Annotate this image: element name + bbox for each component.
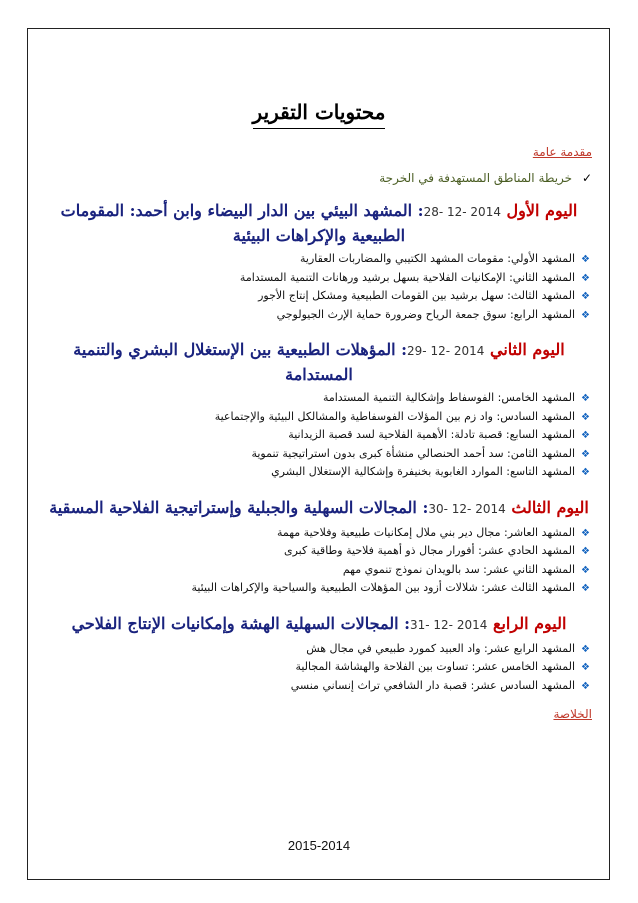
day-heading — [38, 496, 600, 521]
day-section — [38, 199, 600, 324]
day-date: 28- 12- 2014 — [423, 205, 501, 219]
day-label: اليوم الرابع — [492, 613, 567, 633]
scene-item[interactable] — [38, 677, 590, 696]
diamond-bullet-icon: ❖ — [581, 467, 590, 478]
scene-item[interactable] — [38, 640, 590, 659]
map-item-label: خريطة المناطق المستهدفة في الخرجة — [379, 171, 573, 185]
intro-link[interactable]: مقدمة عامة — [532, 145, 592, 159]
scene-item[interactable] — [38, 658, 590, 677]
diamond-bullet-icon: ❖ — [581, 662, 590, 673]
report-contents — [38, 60, 600, 721]
scene-text: المشهد السادس عشر: قصبة دار الشافعي تراث إنساني منسي — [290, 678, 576, 692]
day-label: اليوم الثاني — [489, 340, 565, 359]
day-section — [38, 338, 600, 482]
footer-years: 2015-2014 — [287, 838, 351, 853]
scene-item[interactable] — [38, 389, 590, 408]
day-heading — [38, 338, 600, 386]
scene-item[interactable] — [38, 250, 590, 269]
diamond-bullet-icon: ❖ — [581, 680, 590, 692]
scene-item[interactable] — [38, 287, 590, 306]
diamond-bullet-icon: ❖ — [581, 309, 590, 321]
scene-item[interactable] — [38, 408, 590, 427]
diamond-bullet-icon: ❖ — [581, 254, 590, 265]
scene-item[interactable] — [38, 306, 590, 325]
page-title: محتويات التقرير — [252, 100, 386, 124]
scene-text: المشهد العاشر: مجال دير بني ملال إمكانيات طبيعية وفلاحية مهمة — [276, 525, 576, 539]
day-subject: : المجالات السهلية الهشة وإمكانيات الإنتاج الفلاحي — [71, 613, 410, 633]
scene-text: المشهد الخامس: الفوسفاط وإشكالية التنمية المستدامة — [322, 391, 576, 404]
day-section — [38, 496, 600, 598]
title-underline — [253, 128, 385, 129]
scene-item[interactable] — [38, 463, 590, 482]
day-heading — [38, 612, 600, 637]
day-date: 31- 12- 2014 — [410, 617, 488, 632]
diamond-bullet-icon: ❖ — [581, 291, 590, 302]
day-heading — [38, 199, 600, 247]
scene-item[interactable] — [38, 269, 590, 288]
diamond-bullet-icon: ❖ — [581, 411, 590, 423]
scene-text: المشهد الرابع عشر: واد العبيد كمورد طبيعي في مجال هش — [306, 641, 576, 655]
scene-text: المشهد الحادي عشر: أفورار مجال ذو أهمية فلاحية وطاقية كبرى — [283, 544, 576, 557]
scene-list — [38, 250, 600, 324]
days-list — [38, 199, 600, 695]
diamond-bullet-icon: ❖ — [581, 527, 590, 539]
scene-text: المشهد الثاني: الإمكانيات الفلاحية بسهل برشيد ورهانات التنمية المستدامة — [239, 270, 576, 284]
map-item[interactable] — [38, 171, 592, 185]
scene-text: المشهد الثالث عشر: شلالات أزود بين المؤهلات الطبيعية والسياحية والإكراهات البيئية — [191, 581, 576, 594]
conclusion-link[interactable]: الخلاصة — [553, 707, 592, 721]
scene-text: المشهد الثاني عشر: سد بالويدان نموذج تنموي مهم — [342, 562, 576, 576]
diamond-bullet-icon: ❖ — [581, 448, 590, 460]
scene-text: المشهد الرابع: سوق جمعة الرياح وضرورة حماية الإرث الجيولوجي — [276, 307, 576, 321]
scene-text: المشهد الخامس عشر: تساوت بين الفلاحة والهشاشة المجالية — [295, 660, 576, 673]
day-section — [38, 612, 600, 696]
scene-text: المشهد الثامن: سد أحمد الحنصالي منشأة كبرى بدون استراتيجية تنموية — [251, 446, 576, 460]
diamond-bullet-icon: ❖ — [581, 430, 590, 441]
scene-item[interactable] — [38, 426, 590, 445]
diamond-bullet-icon: ❖ — [581, 393, 590, 404]
day-subject: : المشهد البيئي بين الدار البيضاء وابن أحمد: المقومات الطبيعية والإكراهات البيئية — [60, 201, 424, 245]
scene-text: المشهد الأولي: مقومات المشهد الكتيبي والمضاربات العقارية — [300, 252, 576, 265]
diamond-bullet-icon: ❖ — [581, 564, 590, 576]
day-subject: : المؤهلات الطبيعية بين الإستغلال البشري والتنمية المستدامة — [73, 340, 408, 384]
day-date: 29- 12- 2014 — [407, 344, 485, 358]
day-label: اليوم الثالث — [511, 497, 589, 517]
scene-text: المشهد الثالث: سهل برشيد بين القومات الطبيعية ومشكل إنتاج الأجور — [258, 289, 576, 302]
diamond-bullet-icon: ❖ — [581, 583, 590, 594]
scene-text: المشهد التاسع: الموارد الغابوية بخنيفرة وإشكالية الإستغلال البشري — [271, 465, 576, 478]
scene-item[interactable] — [38, 561, 590, 580]
scene-list — [38, 640, 600, 696]
checkmark-icon: ✓ — [581, 171, 592, 185]
day-label: اليوم الأول — [506, 201, 578, 220]
scene-text: المشهد السابع: قصبة تادلة: الأهمية الفلاحية لسد قصبة الزيدانية — [288, 428, 576, 441]
diamond-bullet-icon: ❖ — [581, 643, 590, 655]
scene-list — [38, 524, 600, 598]
day-subject: : المجالات السهلية والجبلية وإستراتيجية الفلاحية المسقية — [49, 497, 429, 517]
scene-text: المشهد السادس: واد زم بين المؤلات الفوسفاطية والمشالكل البيئية والإجتماعية — [214, 409, 576, 423]
diamond-bullet-icon: ❖ — [581, 272, 590, 284]
scene-item[interactable] — [38, 445, 590, 464]
scene-list — [38, 389, 600, 482]
scene-item[interactable] — [38, 579, 590, 598]
scene-item[interactable] — [38, 542, 590, 561]
scene-item[interactable] — [38, 524, 590, 543]
diamond-bullet-icon: ❖ — [581, 546, 590, 557]
day-date: 30- 12- 2014 — [428, 501, 506, 516]
